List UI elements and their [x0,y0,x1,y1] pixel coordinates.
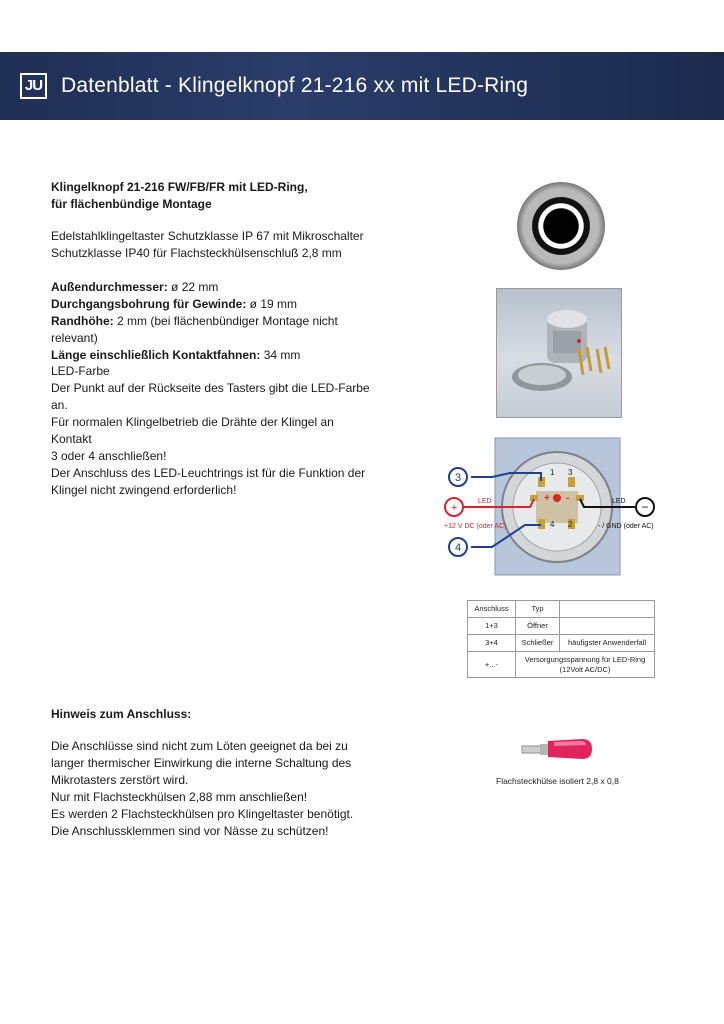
pin-minus-label: - [566,493,570,504]
description-line1: Edelstahlklingeltaster Schutzklasse IP 67 mit Mikroschalter [51,229,364,243]
spec-value: ø 22 mm [171,280,219,294]
spec-value: ø 19 mm [249,297,298,311]
table-header-anschluss: Anschluss [468,601,516,618]
pin-2-label: 2 [568,520,573,529]
table-cell-note: häufigster Anwenderfall [560,635,655,652]
table-cell-typ [516,652,655,678]
table-header-row [468,601,655,618]
table-cell-anschluss: 1+3 [468,618,516,635]
hint-para1-line2: langer thermischer Einwirkung die interne Schaltung des [51,756,352,770]
spec-row [51,313,372,347]
wiring-diagram [440,437,670,577]
spec-label: Länge einschließlich Kontaktfahnen: [51,348,261,362]
pin-4-label: 4 [550,520,555,529]
table-cell-anschluss: 3+4 [468,635,516,652]
table-header-typ: Typ [516,601,560,618]
table-cell-typ-line2: (12Volt AC/DC) [559,664,611,674]
table-cell-typ: Schließer [516,635,560,652]
hint-block [51,738,372,840]
table-row [468,652,655,678]
spec-label: Randhöhe: [51,314,114,328]
operation-line3: Der Anschluss des LED-Leuchtrings ist für die Funktion der [51,466,366,480]
spade-connector-image [520,736,596,762]
led-text: Der Punkt auf der Rückseite des Tasters gibt die LED-Farbe an. [51,381,370,412]
operation-block [51,414,372,499]
description-line2: Schutzklasse IP40 für Flachsteckhülsenschluß 2,8 mm [51,246,342,260]
hint-para1-line1: Die Anschlüsse sind nicht zum Löten geeignet da bei zu [51,739,348,753]
wiring-diagram-drawing [440,437,670,577]
table-cell-anschluss: +...- [468,652,516,678]
specs-block [51,279,372,364]
page-title: Datenblatt - Klingelknopf 21-216 xx mit LED-Ring [61,74,529,97]
button-photo-drawing [497,289,623,419]
led-right-label: LED [612,498,626,505]
led-heading: LED-Farbe [51,364,110,378]
table-header-note [560,601,655,618]
spec-row [51,347,372,364]
header-bar [0,52,724,120]
spec-label: Außendurchmesser: [51,280,168,294]
operation-line2: 3 oder 4 anschließen! [51,449,167,463]
operation-line1: Für normalen Klingelbetrieb die Drähte der Klingel an Kontakt [51,415,334,446]
table-row [468,635,655,652]
hint-line4: Die Anschlussklemmen sind vor Nässe zu schützen! [51,824,329,838]
pin-1-label: 1 [550,468,555,477]
spec-row [51,296,372,313]
spade-connector-drawing [520,736,596,762]
gnd-label: - / GND (oder AC) [598,523,654,530]
terminal-plus-label: + [450,502,458,514]
led-left-label: LED [478,498,492,505]
plus-voltage-label: +12 V DC (oder AC) [444,523,507,530]
intro-block [51,179,372,213]
hint-heading-block [51,706,372,723]
table-row [468,618,655,635]
button-front-image [517,182,605,270]
table-cell-typ-line1: Versorgungsspannung für LED-Ring [524,654,646,664]
operation-line4: Klingel nicht zwingend erforderlich! [51,483,237,497]
terminal-3-label: 3 [454,472,462,484]
connection-table [467,600,655,678]
spec-label: Durchgangsbohrung für Gewinde: [51,297,247,311]
terminal-minus-label: − [641,500,649,514]
button-photo [496,288,622,418]
product-title-line1: Klingelknopf 21-216 FW/FB/FR mit LED-Ring, [51,180,308,194]
spec-value: 2 mm (bei flächenbündiger Montage nicht relevant) [51,314,338,345]
terminal-4-label: 4 [454,542,462,554]
hint-line2: Nur mit Flachsteckhülsen 2,88 mm anschließen! [51,790,308,804]
led-block [51,363,372,414]
spec-value: 34 mm [263,348,301,362]
table-cell-typ: Öffner [516,618,560,635]
ju-logo: JU [20,73,47,99]
hint-para1-line3: Mikrotasters zerstört wird. [51,773,189,787]
pin-3-label: 3 [568,468,573,477]
product-title-line2: für flächenbündige Montage [51,197,212,211]
hint-line3: Es werden 2 Flachsteckhülsen pro Klingeltaster benötigt. [51,807,354,821]
spec-row [51,279,372,296]
spade-caption: Flachsteckhülse isoliert 2,8 x 0,8 [496,776,619,786]
description-block [51,228,372,262]
pin-plus-label: + [544,493,550,504]
hint-heading: Hinweis zum Anschluss: [51,707,192,721]
table-cell-note [560,618,655,635]
